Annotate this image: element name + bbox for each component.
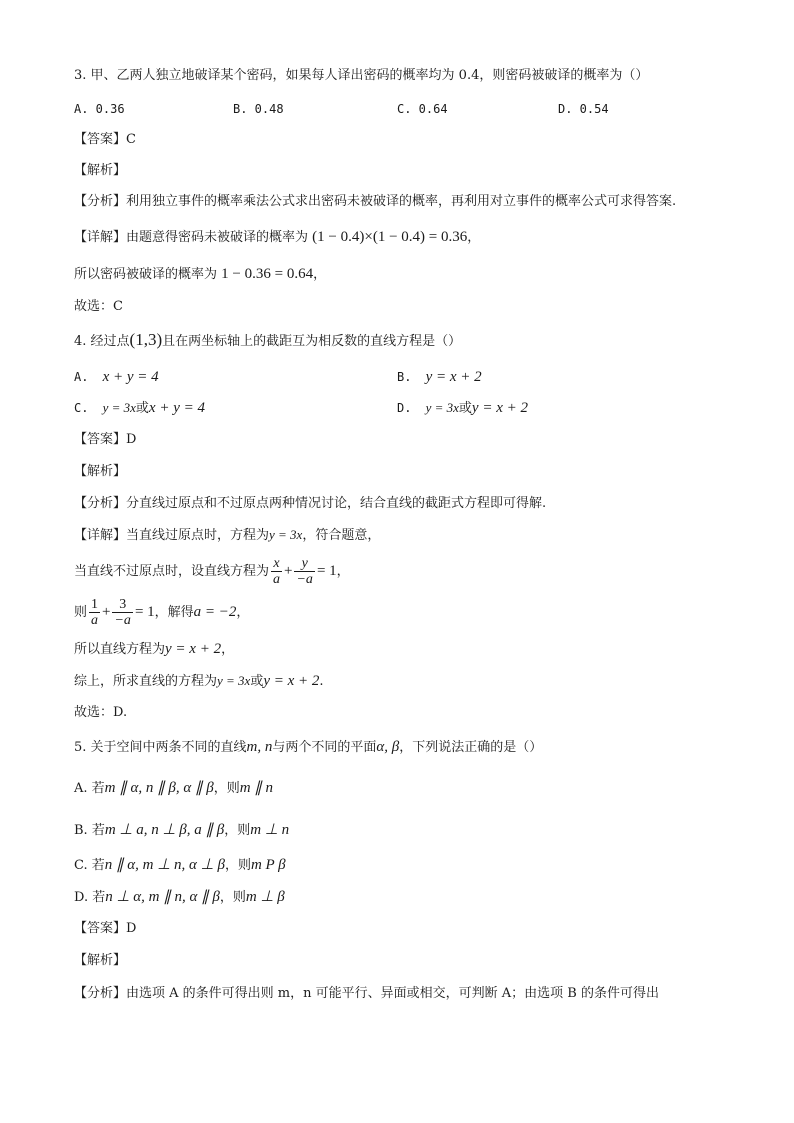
q3-xiangjie-text: 由题意得密码未被破译的概率为 — [126, 230, 309, 245]
q4-xiangjie-4: 所以直线方程为y = x + 2， — [74, 641, 235, 657]
q4-xiangjie-1: 【详解】当直线过原点时，方程为y = 3x，符合题意， — [74, 527, 381, 543]
fraction-y-over-neg-a: $\frac{y}{-a}$ — [296, 556, 313, 587]
q4-xiangjie-2: 当直线不过原点时，设直线方程为 $\frac{x}{a}$ + $\frac{y}{-a}$ = 1， — [74, 556, 350, 587]
q4-xiangjie-5: 综上，所求直线的方程为y = 3x或y = x + 2. — [74, 673, 324, 689]
q3-xiangjie-line — [74, 227, 480, 248]
q4-xiangjie-3: 则 $\frac{1}{a}$ + $\frac{3}{-a}$ = 1，解得a = −2， — [74, 597, 250, 628]
q5-option-a: A. 若m ∥ α, n ∥ β, α ∥ β，则m ∥ n — [74, 780, 274, 796]
fraction-x-over-a: $\frac{x}{a}$ — [273, 556, 281, 587]
q4-option-b: B. y = x + 2 — [397, 369, 482, 385]
fraction-1-over-a: $\frac{1}{a}$ — [91, 597, 99, 628]
fraction-3-over-neg-a: $\frac{3}{-a}$ — [114, 597, 131, 628]
q5-fenxi: 【分析】由选项 A 的条件可得出则 m，n 可能平行、异面或相交，可判断 A；由选项 B 的条件可得出 — [74, 986, 659, 1001]
q3-guxuan: 故选：C — [74, 299, 123, 314]
q5-answer: 【答案】D — [74, 921, 137, 936]
q3-jiexi-heading: 【解析】 — [74, 163, 127, 178]
q5-stem: 5. 关于空间中两条不同的直线m, n与两个不同的平面α, β，下列说法正确的是（） — [74, 739, 543, 755]
q3-answer: 【答案】C — [74, 132, 136, 147]
q5-option-c: C. 若n ∥ α, m ⊥ n, α ⊥ β，则m P β — [74, 857, 286, 873]
q4-option-c: C. y = 3x或x + y = 4 — [74, 400, 205, 416]
q4-stem — [74, 330, 461, 352]
q3-xiangjie-label: 【详解】 — [74, 230, 127, 245]
q5-option-b: B. 若m ⊥ a, n ⊥ β, a ∥ β，则m ⊥ n — [74, 822, 290, 838]
q4-stem-a: 4. 经过点 — [74, 334, 130, 349]
q3-option-a: A. 0.36 — [74, 102, 125, 116]
q4-answer: 【答案】D — [74, 432, 137, 447]
q5-option-d: D. 若n ⊥ α, m ∥ n, α ∥ β，则m ⊥ β — [74, 889, 285, 905]
q3-xiangjie-math: (1 − 0.4)×(1 − 0.4) = 0.36 — [312, 229, 468, 245]
q5-jiexi-heading: 【解析】 — [74, 953, 127, 968]
q3-line2-text: 所以密码被破译的概率为 — [74, 267, 218, 282]
q3-option-d: D. 0.54 — [558, 102, 609, 116]
q3-stem: 3. 甲、乙两人独立地破译某个密码，如果每人译出密码的概率均为 0.4，则密码被破译的概率为（） — [74, 68, 649, 83]
q4-option-a: A. x + y = 4 — [74, 369, 159, 385]
q4-jiexi-heading: 【解析】 — [74, 464, 127, 479]
q4-guxuan: 故选：D. — [74, 705, 128, 720]
q3-xiangjie-end: ， — [467, 230, 481, 245]
q3-option-b: B. 0.48 — [233, 102, 284, 116]
q3-option-c: C. 0.64 — [397, 102, 448, 116]
q3-line2-math: 1 − 0.36 = 0.64 — [221, 266, 314, 282]
q4-option-d: D. y = 3x或y = x + 2 — [397, 400, 528, 416]
q3-line2-end: ， — [313, 267, 327, 282]
q3-line2 — [74, 264, 326, 285]
q3-fenxi: 【分析】利用独立事件的概率乘法公式求出密码未被破译的概率，再利用对立事件的概率公式可求得答案. — [74, 194, 677, 209]
q4-fenxi: 【分析】分直线过原点和不过原点两种情况讨论，结合直线的截距式方程即可得解. — [74, 496, 547, 511]
q4-stem-point: (1,3) — [129, 330, 163, 349]
q4-stem-b: 且在两坐标轴上的截距互为相反数的直线方程是（） — [162, 334, 462, 349]
